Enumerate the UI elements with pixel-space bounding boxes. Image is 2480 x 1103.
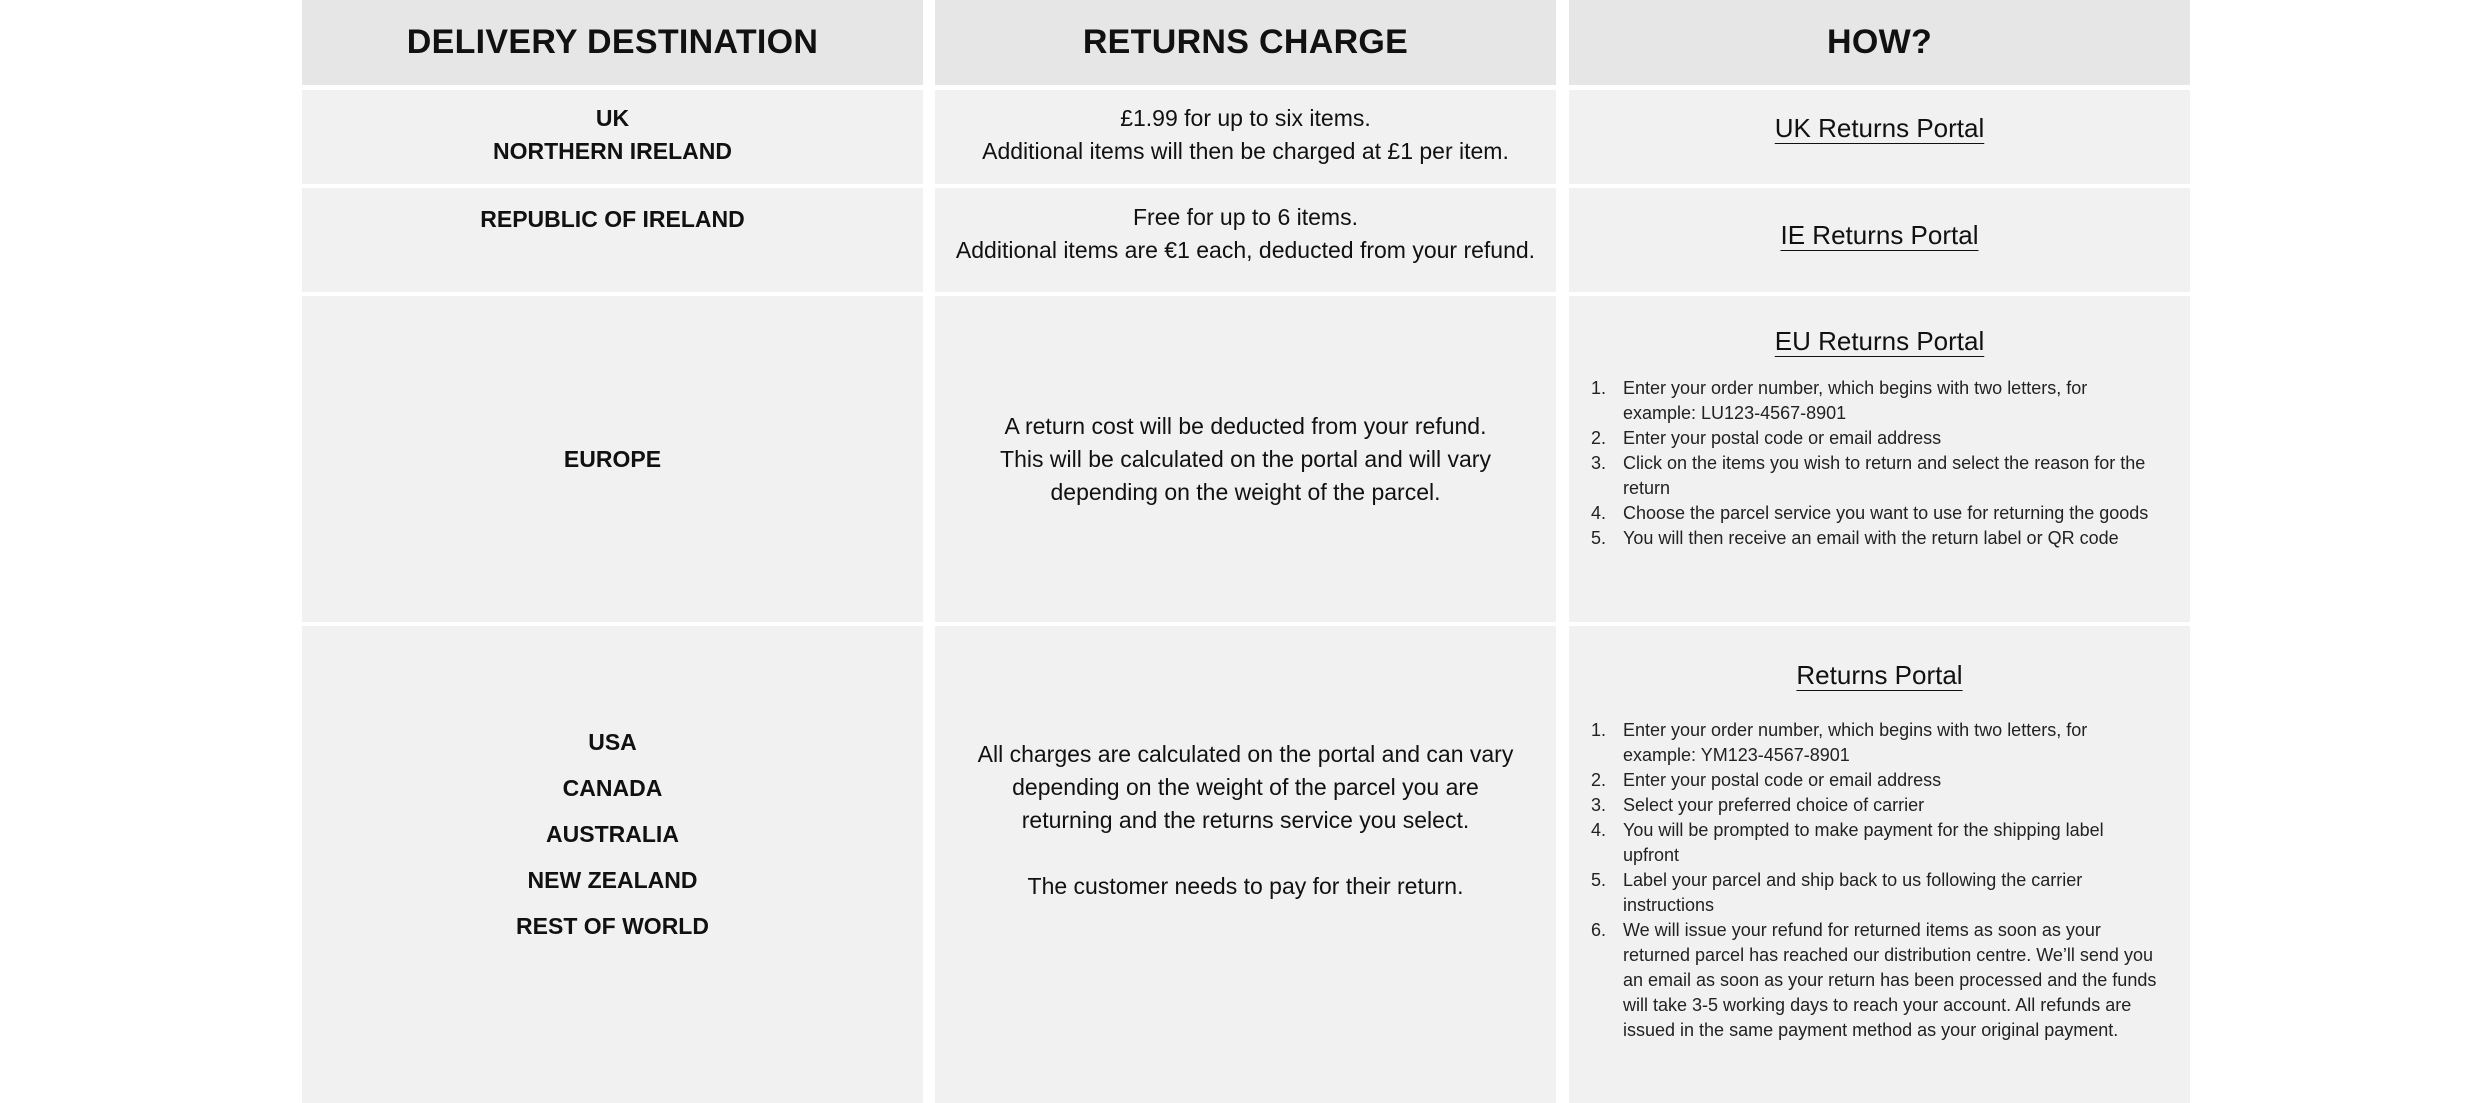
- charge-row-line-3: returning and the returns service you select.: [1021, 807, 1470, 833]
- row-uk-how-cell: [1569, 90, 2190, 184]
- row-eu-charge-cell: [935, 296, 1556, 622]
- row-eu-how-cell: [1569, 296, 2190, 622]
- header-destination-cell: [302, 0, 923, 85]
- row-row-how-cell: [1569, 626, 2190, 1103]
- header-charge: RETURNS CHARGE: [1082, 23, 1409, 61]
- row-ie-destination-cell: [302, 188, 923, 292]
- charge-ie-line-1: Free for up to 6 items.: [1133, 204, 1358, 230]
- charge-row-line-2: depending on the weight of the parcel you are: [1012, 774, 1479, 800]
- ie-returns-portal-link[interactable]: IE Returns Portal: [1780, 220, 1979, 250]
- destination-new-zealand: NEW ZEALAND: [527, 867, 698, 893]
- destination-uk: UK: [595, 105, 630, 131]
- charge-uk-line-1: £1.99 for up to six items.: [1120, 105, 1371, 131]
- uk-returns-portal-link[interactable]: UK Returns Portal: [1774, 113, 1985, 143]
- list-item: 5. You will then receive an email with the return label or QR code: [1591, 528, 2119, 548]
- list-item: 6. We will issue your refund for returned items as soon as your returned parcel has reached our distribution centre. We’ll send you an email as soon as your return has been processed and the funds will take 3-5 working days to reach your account. All refunds are issued in the same payment method as your original payment.: [1591, 920, 2157, 1040]
- charge-row-note: The customer needs to pay for their return.: [1027, 873, 1464, 899]
- charge-uk-line-2: Additional items will then be charged at £1 per item.: [982, 138, 1509, 164]
- row-uk-charge-cell: [935, 90, 1556, 184]
- row-returns-steps: [1591, 718, 2162, 1043]
- list-item: 4. Choose the parcel service you want to use for returning the goods: [1591, 503, 2149, 523]
- destination-republic-of-ireland: REPUBLIC OF IRELAND: [480, 206, 745, 232]
- destination-canada: CANADA: [562, 775, 663, 801]
- destination-northern-ireland: NORTHERN IRELAND: [493, 138, 732, 164]
- header-how-cell: [1569, 0, 2190, 85]
- charge-eu-line-1: A return cost will be deducted from your refund.: [1004, 412, 1487, 439]
- list-item: 3. Select your preferred choice of carrier: [1591, 795, 1925, 815]
- list-item: 2. Enter your postal code or email address: [1591, 428, 1942, 448]
- list-item: 3. Click on the items you wish to return and select the reason for the return: [1591, 453, 2146, 498]
- returns-portal-link[interactable]: Returns Portal: [1796, 660, 1963, 690]
- destination-europe: EUROPE: [563, 445, 662, 472]
- row-ie-how-cell: [1569, 188, 2190, 292]
- list-item: 1. Enter your order number, which begins with two letters, for example: LU123-4567-8901: [1591, 378, 2088, 423]
- list-item: 5. Label your parcel and ship back to us following the carrier instructions: [1591, 870, 2083, 915]
- list-item: 1. Enter your order number, which begins with two letters, for example: YM123-4567-8901: [1591, 720, 2088, 765]
- header-charge-cell: [935, 0, 1556, 85]
- eu-returns-portal-link[interactable]: EU Returns Portal: [1774, 326, 1985, 356]
- row-row-destination-cell: [302, 626, 923, 1103]
- charge-ie-line-2: Additional items are €1 each, deducted from your refund.: [955, 237, 1536, 263]
- charge-row-line-1: All charges are calculated on the portal and can vary: [977, 741, 1514, 767]
- list-item: 4. You will be prompted to make payment for the shipping label upfront: [1591, 820, 2104, 865]
- row-ie-charge-cell: [935, 188, 1556, 292]
- header-how: HOW?: [1826, 23, 1933, 61]
- charge-eu-line-3: depending on the weight of the parcel.: [1050, 478, 1441, 505]
- header-destination: DELIVERY DESTINATION: [406, 23, 819, 61]
- row-uk-destination-cell: [302, 90, 923, 184]
- eu-returns-steps: [1591, 376, 2162, 551]
- charge-eu-line-2: This will be calculated on the portal and will vary: [1000, 445, 1491, 472]
- row-row-charge-cell: [935, 626, 1556, 1103]
- list-item: 2. Enter your postal code or email address: [1591, 770, 1942, 790]
- destination-rest-of-world: REST OF WORLD: [516, 913, 709, 939]
- row-eu-destination-cell: [302, 296, 923, 622]
- destination-usa: USA: [588, 729, 637, 755]
- destination-australia: AUSTRALIA: [546, 821, 679, 847]
